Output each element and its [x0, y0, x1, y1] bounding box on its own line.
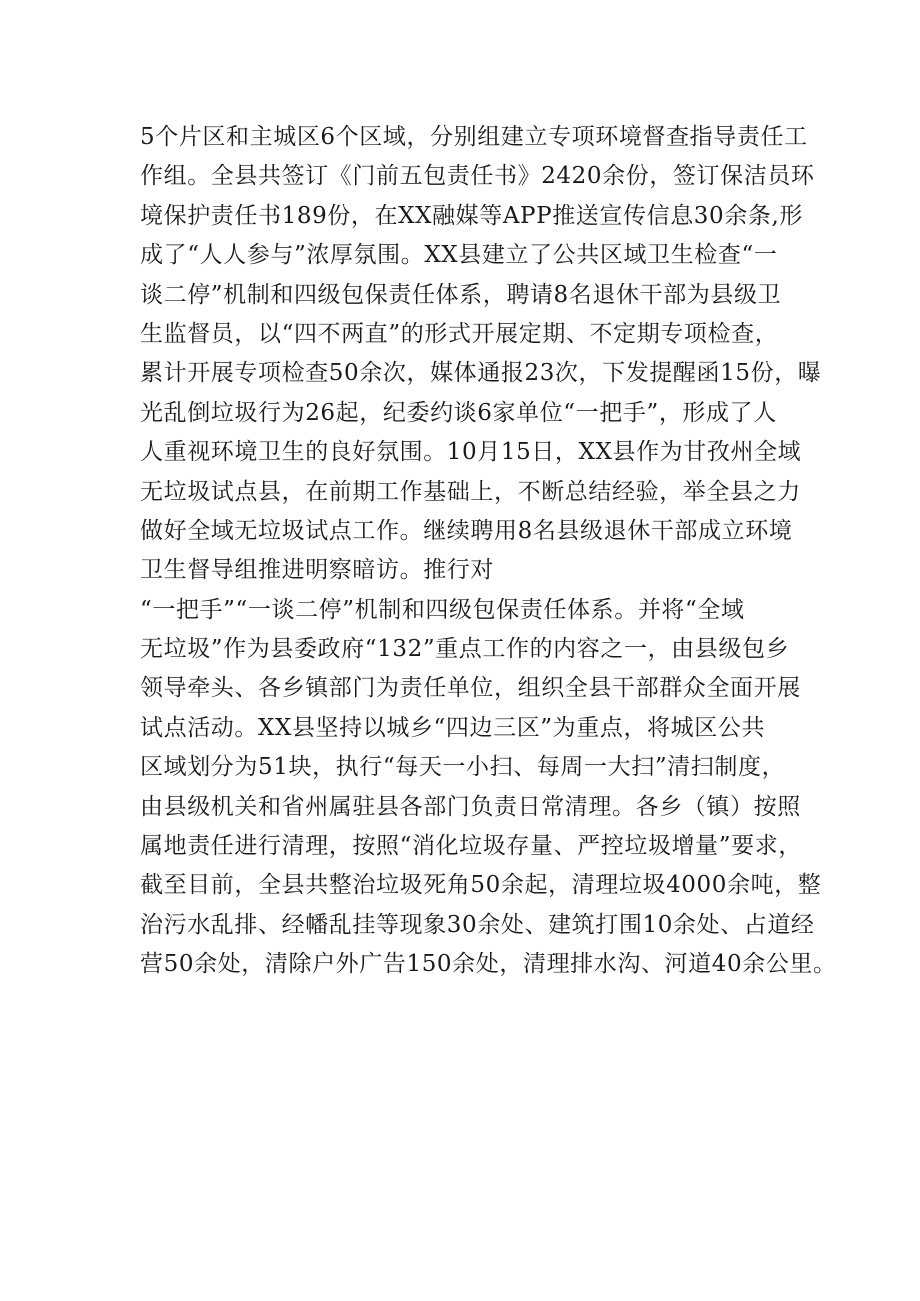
text-line: 营50余处，清除户外广告150余处，清理排水沟、河道40余公里。: [140, 951, 837, 978]
text-line: 属地责任进行清理，按照“消化垃圾存量、严控垃圾增量”要求，: [140, 833, 802, 860]
text-line: 境保护责任书189份，在XX融媒等APP推送宣传信息30余条,形: [140, 202, 803, 229]
text-line: 生监督员，以“四不两直”的形式开展定期、不定期专项检查，: [140, 320, 779, 347]
text-line: 人重视环境卫生的良好氛围。10月15日，XX县作为甘孜州全域: [140, 439, 802, 466]
text-line: 由县级机关和省州属驻县各部门负责日常清理。各乡（镇）按照: [140, 793, 801, 820]
text-line: 无垃圾试点县，在前期工作基础上，不断总结经验，举全县之力: [140, 478, 801, 505]
text-line: 试点活动。XX县坚持以城乡“四边三区”为重点，将城区公共: [140, 714, 766, 741]
text-line: 无垃圾”作为县委政府“132”重点工作的内容之一，由县级包乡: [140, 636, 790, 663]
text-line: 治污水乱排、经幡乱挂等现象30余处、建筑打围10余处、占道经: [140, 911, 815, 938]
text-line: 光乱倒垃圾行为26起，纪委约谈6家单位“一把手”，形成了人: [140, 399, 777, 426]
text-line: 5个片区和主城区6个区域，分别组建立专项环境督查指导责任工: [140, 124, 808, 150]
text-line: 截至目前，全县共整治垃圾死角50余起，清理垃圾4000余吨，整: [140, 872, 822, 899]
text-line: 卫生督导组推进明察暗访。推行对: [140, 557, 494, 584]
text-line: 成了“人人参与”浓厚氛围。XX县建立了公共区域卫生检查“一: [140, 242, 778, 269]
text-line: 谈二停”机制和四级包保责任体系，聘请8名退休干部为县级卫: [140, 281, 782, 308]
document-body: [140, 118, 837, 985]
text-line: 作组。全县共签订《门前五包责任书》2420余份，签订保洁员环: [140, 163, 815, 190]
text-line: 领导牵头、各乡镇部门为责任单位，组织全县干部群众全面开展: [140, 675, 801, 702]
text-line: “一把手”“一谈二停”机制和四级包保责任体系。并将“全域: [140, 596, 745, 623]
text-line: 做好全域无垃圾试点工作。继续聘用8名县级退休干部成立环境: [140, 517, 793, 544]
text-line: 累计开展专项检查50余次，媒体通报23次，下发提醒函15份，曝: [140, 360, 822, 387]
text-line: 区域划分为51块，执行“每天一小扫、每周一大扫”清扫制度，: [140, 754, 786, 781]
